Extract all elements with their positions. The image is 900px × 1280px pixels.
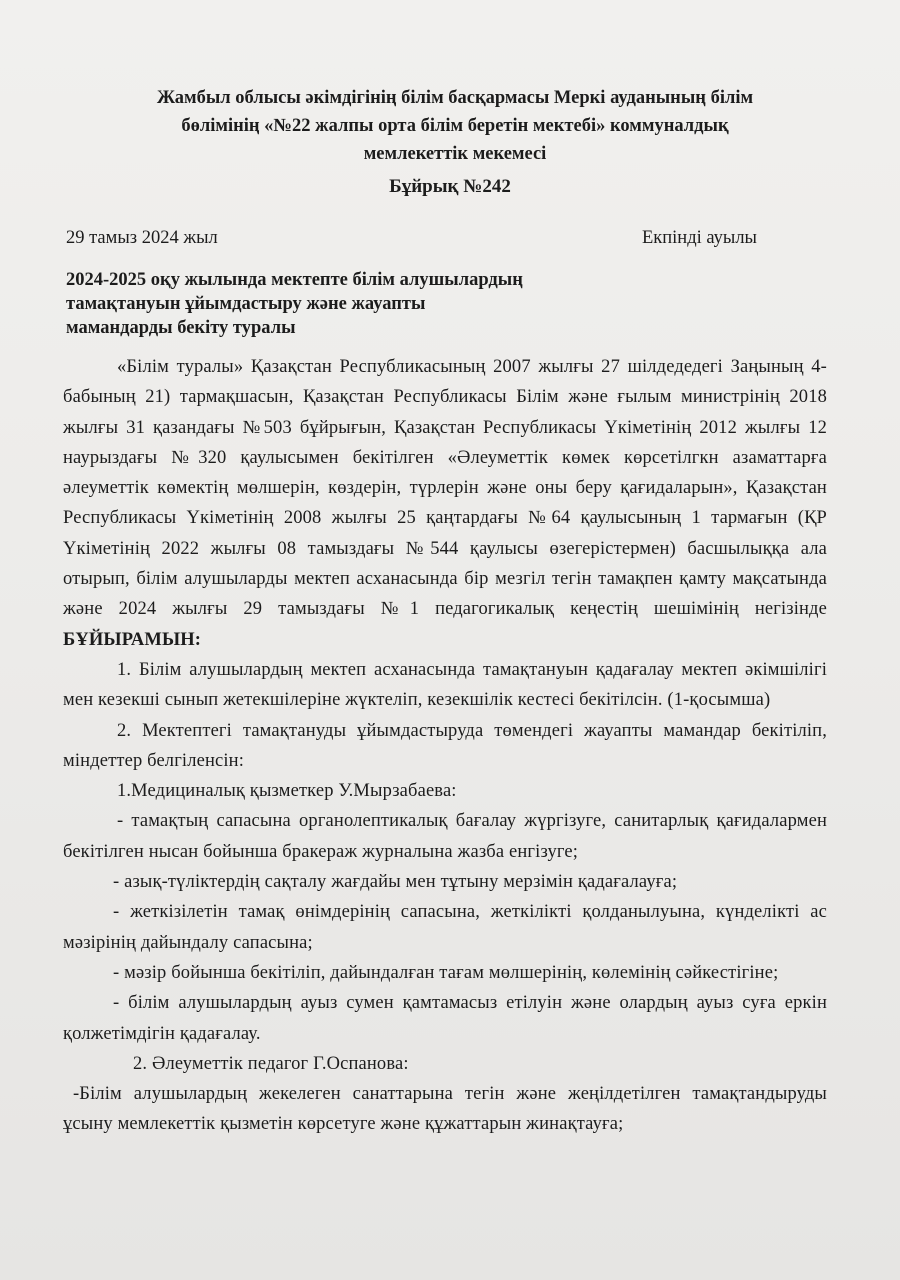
order-date: 29 тамыз 2024 жыл [66,228,218,248]
subject-line-1: 2024-2025 оқу жылында мектепте білім алушылардың [66,270,523,290]
item-2: 2. Мектептегі тамақтануды ұйымдастыруда төмендегі жауапты мамандар бекітіліп, міндеттер белгіленсін: [63,720,827,771]
sub-1-duty-1: - тамақтың сапасына органолептикалық бағалау жүргізуге, санитарлық қағидалармен бекітілген нысан бойынша бракераж журналына жазба енгізуге; [63,811,827,862]
sub-1-duty-3: - жеткізілетін тамақ өнімдерінің сапасына, жеткілікті қолданылуына, күнделікті ас мәзірінің дайындалу сапасына; [63,902,827,953]
sub-1-title: 1.Медициналық қызметкер У.Мырзабаева: [117,781,457,802]
header-line-1: Жамбыл облысы әкімдігінің білім басқармасы Меркі ауданының білім [156,88,754,108]
order-place: Екпінді ауылы [641,228,757,248]
preamble-text: «Білім туралы» Қазақстан Республикасының 2007 жылғы 27 шілдедедегі Заңының 4-бабының 21) тармақшасын, Қазақстан Республикасы Білім және ғылым министрінің 2018 жылғы 31 қазандағы №503 бұйрығын, Қазақстан Республикасы Үкіметінің 2012 жылғы 12 наурыздағы №320 қаулысымен бекітілген «Әлеуметтік көмек көрсетілгкн азаматтарға әлеуметтік көмектің мөлшерін, көздерін, түрлерін және оны беру қағидаларын», Қазақстан Республикасы Үкіметінің 2008 жылғы 25 қаңтардағы №64 қаулысының 1 тармағын (ҚР Үкіметінің 2022 жылғы 08 тамыздағы №544 қаулысы өзегерістермен) басшылыққа ала отырып, білім алушыларды мектеп асханасында бір мезгіл тегін тамақпен қамту мақсатында және 2024 жылғы 29 тамыздағы №1 педагогикалық кеңестің шешімінің негізінде [63,357,827,620]
subject-line-3: мамандарды бекіту туралы [66,318,296,338]
sub-1-duty-5: - білім алушылардың ауыз сумен қамтамасыз етілуін және олардың ауыз суға еркін қолжетімдігін қадағалау. [63,993,827,1044]
sub-2-title: 2. Әлеуметтік педагог Г.Оспанова: [133,1053,409,1074]
preamble-paragraph [63,352,827,655]
sub-2-duty: -Білім алушылардың жекелеген санаттарына тегін және жеңілдетілген тамақтандыруды ұсыну мемлекеттік қызметін көрсетуге және құжаттарын жинақтауға; [63,1084,827,1135]
header-line-2: бөлімінің «№22 жалпы орта білім беретін мектебі» коммуналдық [181,116,729,136]
order-title: Бұйрық №242 [389,176,511,197]
sub-1-duty-2: - азық-түліктердің сақталу жағдайы мен тұтыну мерзімін қадағалауға; [113,872,678,893]
sub-1-duty-4: - мәзір бойынша бекітіліп, дайындалған тағам мөлшерінің, көлемінің сәйкестігіне; [113,962,779,983]
subject-line-2: тамақтануын ұйымдастыру және жауапты [66,294,426,314]
institution-header [60,84,850,168]
item-1: 1. Білім алушылардың мектеп асханасында тамақтануын қадағалау мектеп әкімшілігі мен кезекші сынып жетекшілеріне жүктеліп, кезекшілік кестесі бекітілсін. (1-қосымша) [63,659,827,711]
header-line-3: мемлекеттік мекемесі [363,144,547,164]
order-subject [66,268,666,340]
order-body [63,352,827,1140]
decree-word: БҰЙЫРАМЫН: [63,629,202,650]
